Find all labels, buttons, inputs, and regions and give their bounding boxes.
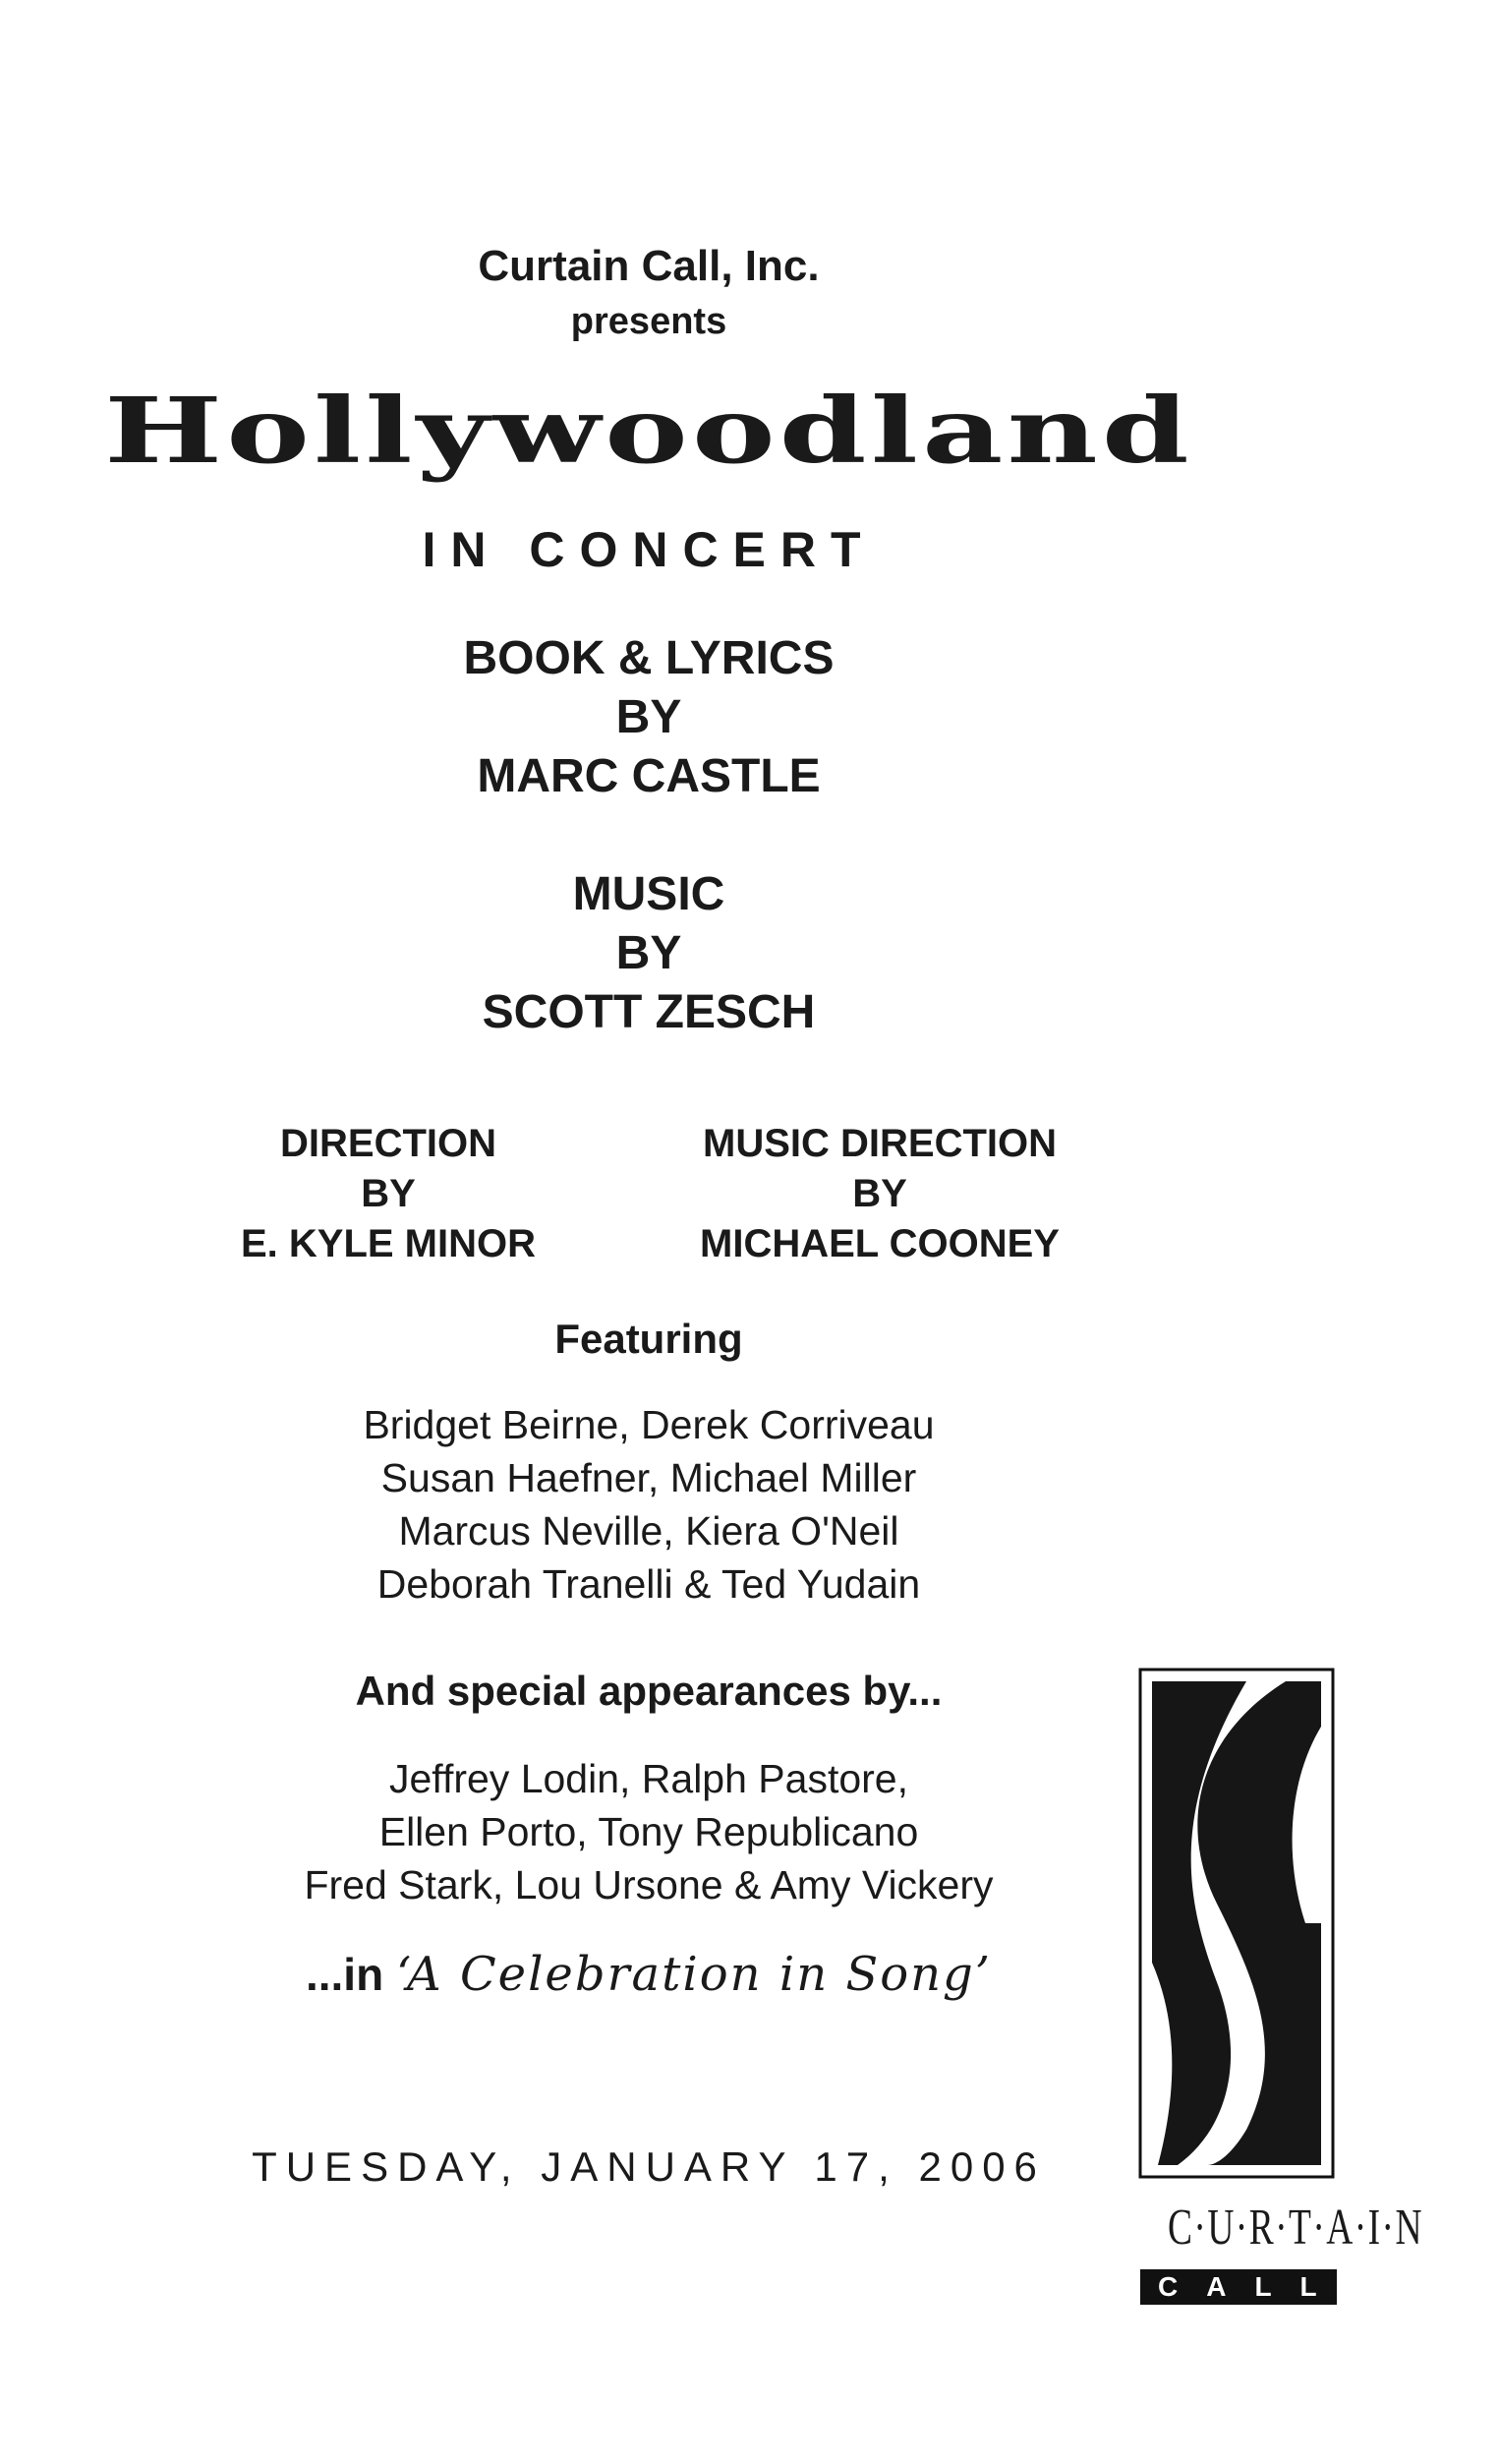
book-credit-name: MARC CASTLE <box>477 750 821 802</box>
music-credit <box>0 865 1297 1042</box>
logo-wordmark: C·U·R·T·A·I·N <box>1168 2200 1423 2256</box>
featuring-line: Marcus Neville, Kiera O'Neil <box>398 1508 899 1554</box>
celebration-line <box>0 1947 1297 2002</box>
book-credit-role: BOOK & LYRICS <box>463 632 835 684</box>
special-appearances-list <box>0 1752 1297 1911</box>
music-credit-by: BY <box>615 927 682 979</box>
show-title: Hollywoodland <box>104 378 1193 484</box>
logo-sub-wordmark: CALL <box>1140 2269 1337 2305</box>
event-date: TUESDAY, JANUARY 17, 2006 <box>252 2143 1046 2190</box>
book-lyrics-credit <box>0 629 1297 806</box>
special-line: Ellen Porto, Tony Republicano <box>378 1809 919 1854</box>
direction-credit <box>113 1119 663 1269</box>
show-subtitle: IN CONCERT <box>422 522 876 577</box>
music-credit-name: SCOTT ZESCH <box>482 986 816 1038</box>
featuring-heading: Featuring <box>554 1316 743 1362</box>
featuring-list <box>0 1398 1297 1611</box>
celebration-script-title: ‘A Celebration in Song’ <box>395 1947 993 2002</box>
featuring-line: Susan Haefner, Michael Miller <box>380 1455 917 1500</box>
music-direction-credit-name: MICHAEL COONEY <box>700 1222 1060 1265</box>
special-line: Jeffrey Lodin, Ralph Pastore, <box>389 1756 908 1801</box>
direction-credit-name: E. KYLE MINOR <box>240 1222 537 1265</box>
music-direction-credit-by: BY <box>852 1172 907 1215</box>
special-appearances-heading: And special appearances by... <box>355 1668 943 1714</box>
company-name: Curtain Call, Inc. <box>478 242 820 290</box>
special-line: Fred Stark, Lou Ursone & Amy Vickery <box>304 1862 994 1907</box>
featuring-line: Bridget Beirne, Derek Corriveau <box>363 1402 935 1447</box>
direction-credit-by: BY <box>361 1172 416 1215</box>
celebration-prefix: ...in <box>305 1949 396 2000</box>
music-direction-credit-role: MUSIC DIRECTION <box>703 1122 1057 1165</box>
music-credit-role: MUSIC <box>572 868 725 920</box>
featuring-line: Deborah Tranelli & Ted Yudain <box>376 1561 921 1607</box>
music-direction-credit <box>605 1119 1155 1269</box>
presents-text: presents <box>570 301 727 342</box>
book-credit-by: BY <box>615 691 682 743</box>
curtain-call-logo-icon <box>1138 1668 1335 2179</box>
direction-credit-role: DIRECTION <box>280 1122 496 1165</box>
